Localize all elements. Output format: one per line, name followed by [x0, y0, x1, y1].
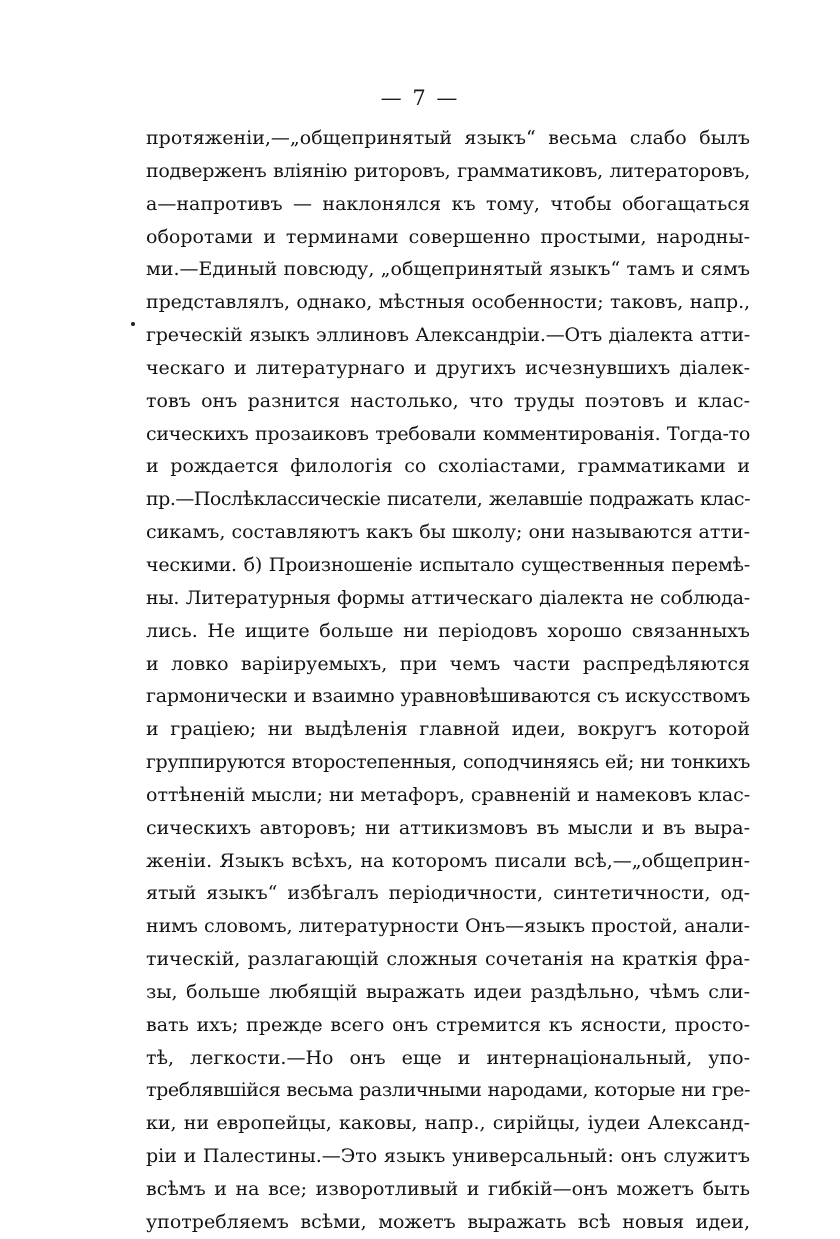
text-line: ріи и Палестины.—Это языкъ универсальный: онъ служитъ: [146, 1145, 750, 1168]
text-line: и граціею; ни выдѣленія главной идеи, вокругъ которой: [146, 718, 750, 741]
text-line: оттѣненій мысли; ни метафоръ, сравненій и намековъ клас-: [146, 783, 750, 806]
text-line: сическихъ авторовъ; ни аттикизмовъ въ мысли и въ выра-: [146, 816, 750, 839]
text-line: ческими. б) Произношеніе испытало существенныя перемѣ-: [146, 553, 750, 576]
text-line: нимъ словомъ, литературности Онъ—языкъ простой, анали-: [146, 915, 750, 938]
text-line: ческаго и литературнаго и другихъ исчезнувшихъ діалек-: [146, 356, 750, 379]
text-line: сическихъ прозаиковъ требовали комментированія. Тогда-то: [146, 422, 750, 445]
body-text: [146, 122, 750, 1239]
page-number: — 7 —: [380, 86, 460, 110]
text-line: ми.—Единый повсюду, „общепринятый языкъ“ тамъ и сямъ: [146, 258, 750, 281]
text-line: ятый языкъ“ избѣгалъ періодичности, синтетичности, од-: [146, 882, 750, 905]
text-line: употребляемъ всѣми, можетъ выражать всѣ новыя идеи,: [146, 1210, 750, 1233]
text-line: сикамъ, составляютъ какъ бы школу; они называются атти-: [146, 521, 750, 544]
text-line: товъ онъ разнится настолько, что труды поэтовъ и клас-: [146, 389, 750, 412]
text-line: подверженъ вліянію риторовъ, грамматиковъ, литераторовъ,: [146, 159, 750, 182]
text-line: тическій, разлагающій сложныя сочетанія на краткія фра-: [146, 948, 750, 971]
text-line: лись. Не ищите больше ни періодовъ хорошо связанныхъ: [146, 619, 750, 642]
text-line: греческій языкъ эллиновъ Александріи.—Отъ діалекта атти-: [146, 324, 750, 347]
margin-ink-mark: [131, 322, 135, 326]
text-line: женіи. Языкъ всѣхъ, на которомъ писали всѣ,—„общеприн-: [146, 849, 750, 872]
text-line: вать ихъ; прежде всего онъ стремится къ ясности, просто-: [146, 1013, 750, 1036]
text-line: оборотами и терминами совершенно простыми, народны-: [146, 225, 750, 248]
text-line: а—напротивъ — наклонялся къ тому, чтобы обогащаться: [146, 192, 750, 215]
text-line: ны. Литературныя формы аттическаго діалекта не соблюда-: [146, 586, 750, 609]
text-line: и ловко варіируемыхъ, при чемъ части распредѣляются: [146, 652, 750, 675]
text-line: группируются второстепенныя, соподчиняясь ей; ни тонкихъ: [146, 751, 750, 774]
text-line: зы, больше любящій выражать идеи раздѣльно, чѣмъ сли-: [146, 980, 750, 1003]
text-line: пр.—Послѣклассическіе писатели, желавшіе подражать клас-: [146, 488, 750, 511]
text-line: всѣмъ и на все; изворотливый и гибкій—онъ можетъ быть: [146, 1178, 750, 1200]
text-line: представлялъ, однако, мѣстныя особенности; таковъ, напр.,: [146, 291, 750, 314]
text-line: и рождается филологія со схоліастами, грамматиками и: [146, 455, 750, 478]
text-line: гармонически и взаимно уравновѣшиваются съ искусствомъ: [146, 685, 750, 708]
text-line: протяженіи,—„общепринятый языкъ“ весьма слабо былъ: [146, 127, 750, 149]
text-line: треблявшійся весьма различными народами, которые ни гре-: [146, 1079, 750, 1102]
text-line: ки, ни европейцы, каковы, напр., сирійцы, іудеи Александ-: [146, 1112, 750, 1135]
text-line: тѣ, легкости.—Но онъ еще и интернаціональный, упо-: [146, 1046, 750, 1069]
